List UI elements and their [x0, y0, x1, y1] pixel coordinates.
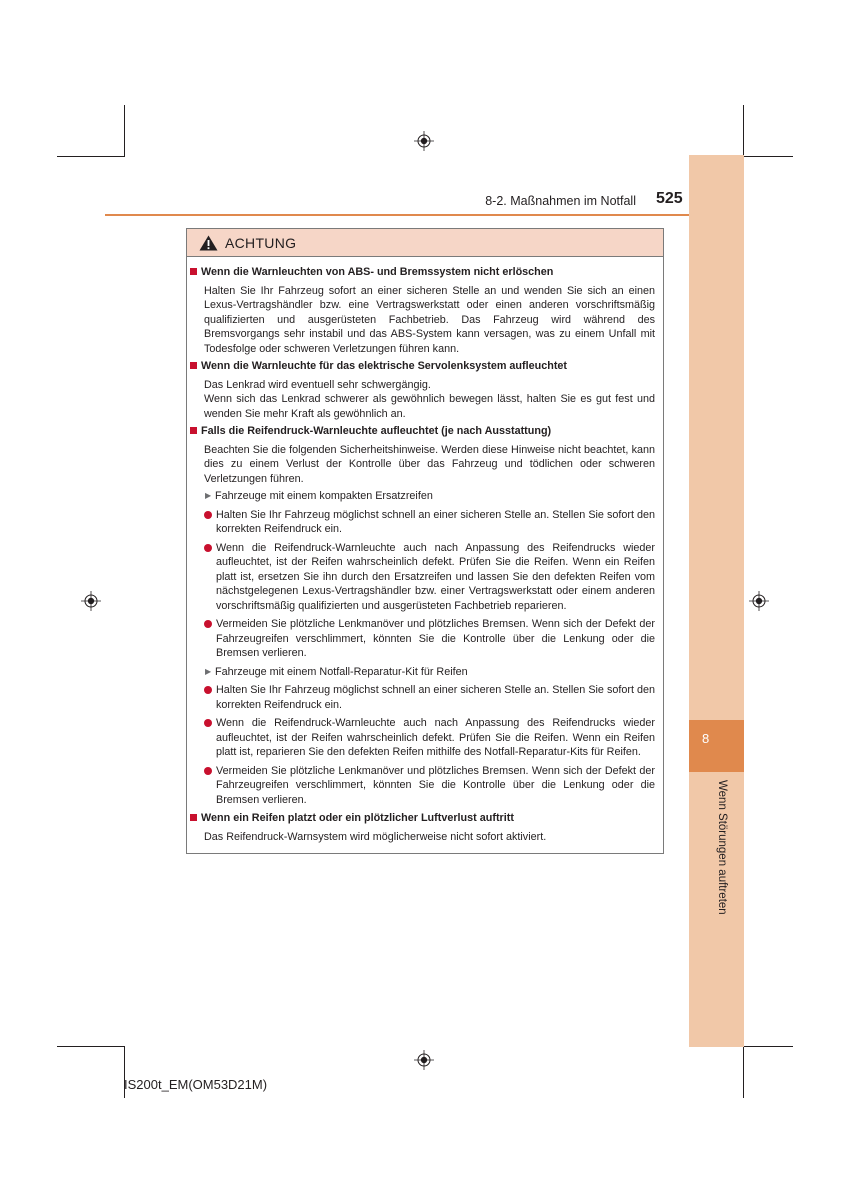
warning-title: ACHTUNG	[225, 234, 297, 251]
header-rule	[105, 214, 689, 216]
triangle-bullet-icon: ▶	[205, 491, 212, 500]
paragraph: Beachten Sie die folgenden Sicherheitshinweise. Werden diese Hinweise nicht beachtet, kann dies zu einem Verlust der Kontrolle über das Fahrzeug und tödlichen oder schweren Verletzungen führen.	[204, 443, 655, 485]
warning-content	[187, 257, 663, 844]
crop-mark	[57, 156, 125, 157]
dot-bullet-icon	[204, 719, 212, 727]
chapter-number: 8	[702, 731, 710, 746]
crop-mark	[743, 105, 744, 157]
chapter-number-box	[689, 720, 744, 772]
square-bullet-icon	[190, 427, 197, 434]
dot-bullet-icon	[204, 620, 212, 628]
section-heading: Wenn die Warnleuchte für das elektrische Servolenksystem aufleuchtet	[190, 359, 655, 374]
list-item: Vermeiden Sie plötzliche Lenkmanöver und plötzliches Bremsen. Wenn sich der Defekt der Fahrzeugreifen verschlimmert, könnten Sie die Kontrolle über die Lenkung oder die Bremsen verlieren.	[190, 764, 655, 808]
document-code: IS200t_EM(OM53D21M)	[124, 1077, 268, 1092]
crop-mark	[124, 105, 125, 157]
list-item: Halten Sie Ihr Fahrzeug möglichst schnell an einer sicheren Stelle an. Stellen Sie sofort den korrekten Reifendruck ein.	[190, 508, 655, 537]
warning-header	[187, 229, 663, 257]
registration-mark-icon	[81, 591, 101, 611]
page-number: 525	[656, 190, 683, 207]
crop-mark	[57, 1046, 125, 1047]
group-label: ▶ Fahrzeuge mit einem Notfall-Reparatur-Kit für Reifen	[205, 665, 468, 678]
square-bullet-icon	[190, 814, 197, 821]
warning-triangle-icon	[199, 235, 218, 251]
paragraph: Halten Sie Ihr Fahrzeug sofort an einer sicheren Stelle an und wenden Sie sich an einen Lexus-Vertragshändler bzw. eine Vertragswerkstatt oder einen anderen vorschriftsmäßig qualifizierten und ausgerüsteten Fachbetrieb. Das Fahrzeug wird während des Bremsvorgangs sehr instabil und das ABS-System kann versagen, was zu einem Unfall mit Todesfolge oder schweren Verletzungen führen kann.	[204, 284, 655, 355]
registration-mark-icon	[749, 591, 769, 611]
list-item: Wenn die Reifendruck-Warnleuchte auch nach Anpassung des Reifendrucks wieder aufleuchtet, ist der Reifen wahrscheinlich defekt. Prüfen Sie die Reifen. Wenn ein Reifen platt ist, ersetzen Sie ihn durch den Ersatzreifen und lassen Sie den defekten Reifen vom nächstgelegenen Lexus-Vertragshändler bzw. einer Vertragswerkstatt oder einem anderen vorschriftsmäßig qualifizierten und ausgerüsteten Fachbetrieb reparieren.	[190, 541, 655, 614]
registration-mark-icon	[414, 131, 434, 151]
crop-mark	[743, 1046, 744, 1098]
triangle-bullet-icon: ▶	[205, 666, 212, 676]
crop-mark	[743, 156, 793, 157]
dot-bullet-icon	[204, 686, 212, 694]
group-label: ▶ Fahrzeuge mit einem kompakten Ersatzreifen	[205, 490, 433, 502]
list-item: Wenn die Reifendruck-Warnleuchte auch nach Anpassung des Reifendrucks wieder aufleuchtet, ist der Reifen wahrscheinlich defekt. Prüfen Sie die Reifen. Wenn ein Reifen platt ist, reparieren Sie den defekten Reifen mithilfe des Notfall-Reparatur-Kits für Reifen.	[190, 716, 655, 760]
dot-bullet-icon	[204, 544, 212, 552]
section-heading: Falls die Reifendruck-Warnleuchte aufleuchtet (je nach Ausstattung)	[190, 424, 655, 439]
registration-mark-icon	[414, 1050, 434, 1070]
section-heading: Wenn ein Reifen platzt oder ein plötzlicher Luftverlust auftritt	[190, 811, 655, 826]
warning-box	[186, 228, 664, 854]
square-bullet-icon	[190, 362, 197, 369]
list-item: Halten Sie Ihr Fahrzeug möglichst schnell an einer sicheren Stelle an. Stellen Sie sofort den korrekten Reifendruck ein.	[190, 683, 655, 712]
square-bullet-icon	[190, 268, 197, 275]
crop-mark	[743, 1046, 793, 1047]
paragraph: Das Lenkrad wird eventuell sehr schwergängig. Wenn sich das Lenkrad schwerer als gewöhnlich bewegen lässt, halten Sie es gut fest und wenden Sie mehr Kraft als gewöhnlich an.	[204, 378, 655, 420]
dot-bullet-icon	[204, 767, 212, 775]
dot-bullet-icon	[204, 511, 212, 519]
list-item: Vermeiden Sie plötzliche Lenkmanöver und plötzliches Bremsen. Wenn sich der Defekt der Fahrzeugreifen verschlimmert, könnten Sie die Kontrolle über die Lenkung oder die Bremsen verlieren.	[190, 617, 655, 661]
section-title: 8-2. Maßnahmen im Notfall	[485, 194, 636, 208]
paragraph: Das Reifendruck-Warnsystem wird möglicherweise nicht sofort aktiviert.	[204, 830, 547, 843]
section-heading: Wenn die Warnleuchten von ABS- und Bremssystem nicht erlöschen	[190, 265, 655, 280]
chapter-title: Wenn Störungen auftreten	[716, 780, 728, 915]
